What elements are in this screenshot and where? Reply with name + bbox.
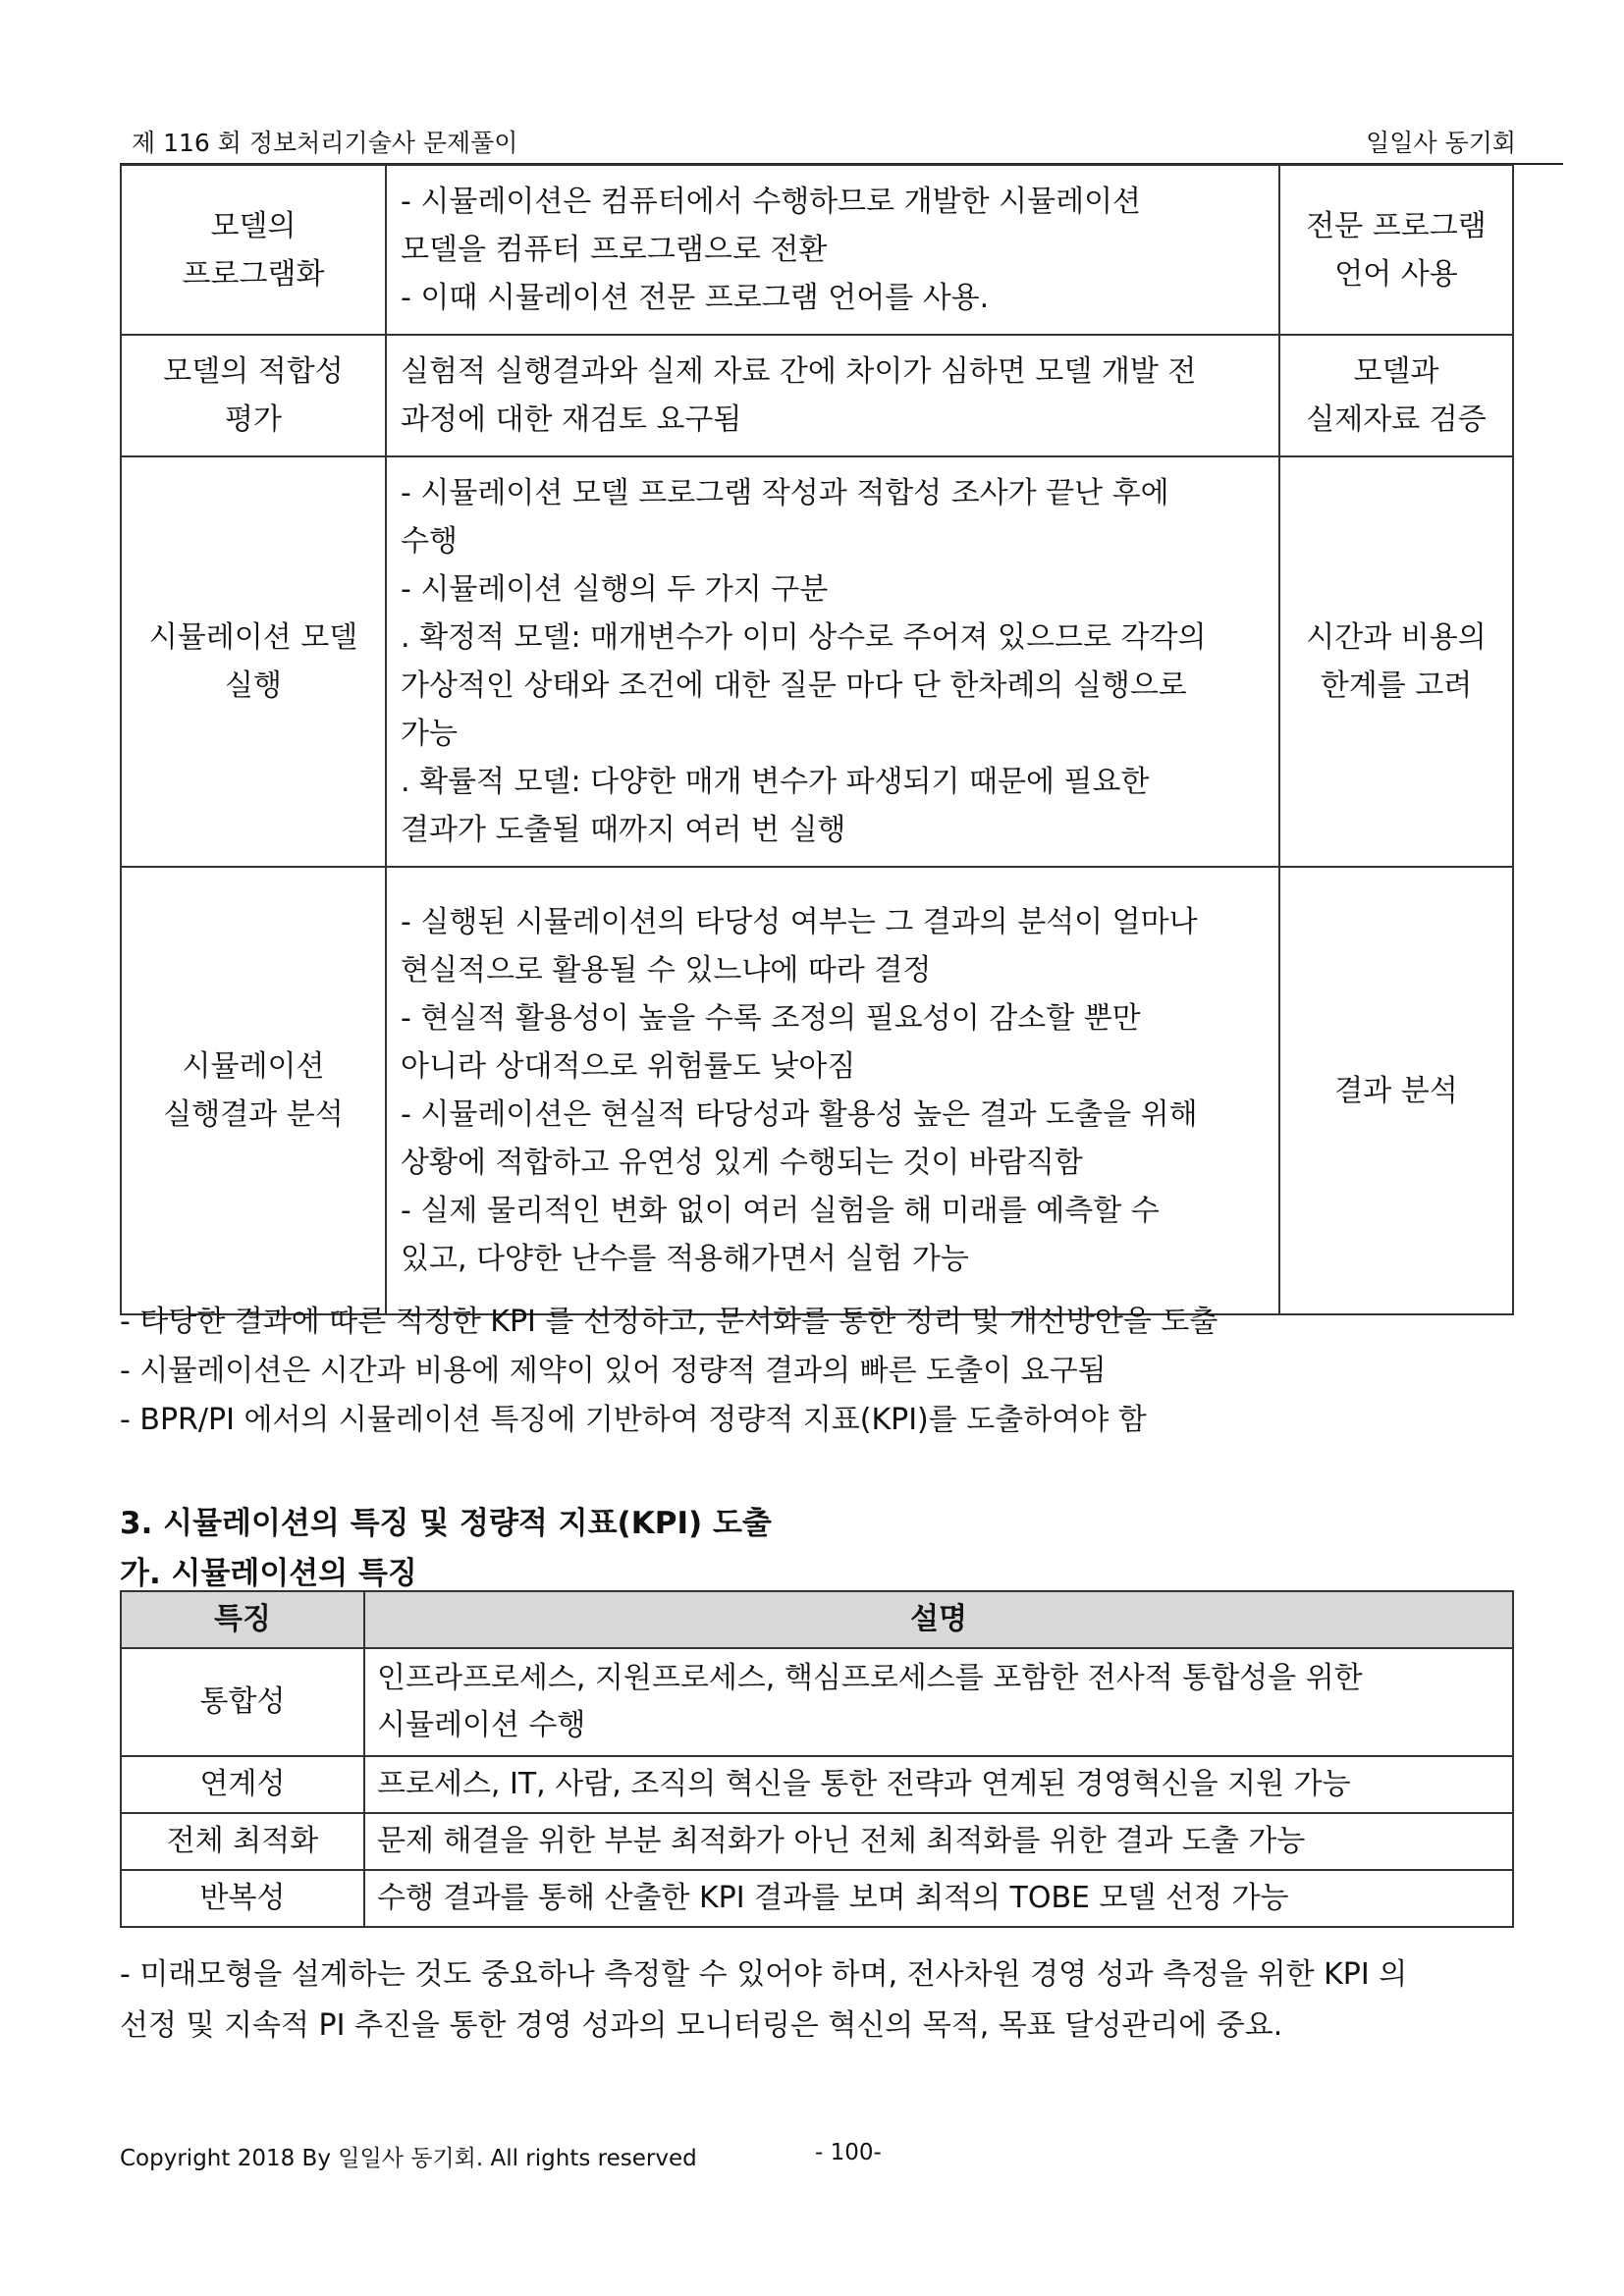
key-text: 언어 사용	[1334, 256, 1458, 292]
description-line: . 확정적 모델: 매개변수가 이미 상수로 주어져 있으므로 각각의	[401, 620, 1207, 655]
table-row	[121, 165, 1513, 335]
description-line: - 시뮬레이션은 컴퓨터에서 수행하므로 개발한 시뮬레이션	[401, 185, 1142, 219]
step-text: 모델의 적합성	[163, 354, 344, 389]
description-line: 프로세스, IT, 사람, 조직의 혁신을 통한 전략과 연계된 경영혁신을 지원 가능	[377, 1767, 1351, 1801]
description-line: 모델을 컴퓨터 프로그램으로 전환	[401, 233, 828, 267]
step-text: 프로그램화	[182, 256, 325, 292]
description-line: - 시뮬레이션 모델 프로그램 작성과 적합성 조사가 끝난 후에	[401, 476, 1169, 510]
description-line: 가상적인 상태와 조건에 대한 질문 마다 단 한차례의 실행으로	[401, 668, 1187, 703]
table-row	[121, 335, 1513, 456]
step-text: 실행	[225, 668, 282, 703]
description-line: 수행 결과를 통해 산출한 KPI 결과를 보며 최적의 TOBE 모델 선정 가능	[377, 1881, 1289, 1915]
step-cell	[121, 165, 386, 335]
page-number: - 100-	[815, 2140, 882, 2165]
key-cell	[1279, 456, 1513, 867]
step-text: 모델의	[210, 208, 297, 243]
key-text: 전문 프로그램	[1306, 208, 1487, 243]
description-line: 문제 해결을 위한 부분 최적화가 아닌 전체 최적화를 위한 결과 도출 가능	[377, 1824, 1306, 1858]
key-cell	[1279, 867, 1513, 1314]
column-header: 설명	[364, 1591, 1513, 1648]
section-subheading: 가. 시뮬레이션의 특징	[120, 1556, 417, 1591]
description-line: 상황에 적합하고 유연성 있게 수행되는 것이 바람직함	[401, 1146, 1083, 1180]
table-row	[121, 1870, 1513, 1927]
closing-notes	[120, 1949, 1534, 2052]
table-row	[121, 456, 1513, 867]
description-cell	[386, 335, 1279, 456]
key-text: 결과 분석	[1334, 1073, 1458, 1108]
description-line: 실험적 실행결과와 실제 자료 간에 차이가 심하면 모델 개발 전	[401, 354, 1197, 389]
table-row	[121, 1756, 1513, 1813]
step-text: 시뮬레이션 모델	[148, 620, 358, 655]
description-cell	[364, 1648, 1513, 1756]
description-cell	[364, 1870, 1513, 1927]
key-text: 한계를 고려	[1320, 668, 1473, 703]
description-line: 인프라프로세스, 지원프로세스, 핵심프로세스를 포함한 전사적 통합성을 위한	[377, 1661, 1363, 1695]
description-line: - 실행된 시뮬레이션의 타당성 여부는 그 결과의 분석이 얼마나	[401, 905, 1198, 939]
key-text: 모델과	[1353, 354, 1439, 389]
note-line: - 미래모형을 설계하는 것도 중요하나 측정할 수 있어야 하며, 전사차원 경영 성과 측정을 위한 KPI 의	[120, 1957, 1408, 1992]
description-line: 가능	[401, 717, 458, 751]
step-text: 평가	[225, 402, 282, 437]
key-cell	[1279, 165, 1513, 335]
key-text: 실제자료 검증	[1306, 402, 1487, 437]
description-line: 아니라 상대적으로 위험률도 낮아짐	[401, 1049, 856, 1084]
description-cell	[386, 165, 1279, 335]
note-line: 선정 및 지속적 PI 추진을 통한 경영 성과의 모니터링은 혁신의 목적, 목표 달성관리에 중요.	[120, 2008, 1283, 2043]
note-line: - 타당한 결과에 따른 적정한 KPI 를 선정하고, 문서화를 통한 정리 및 개선방안을 도출	[120, 1305, 1218, 1339]
description-cell	[386, 867, 1279, 1314]
table-row	[121, 867, 1513, 1314]
header-title: 제 116 회 정보처리기술사 문제풀이	[132, 129, 518, 157]
note-line: - BPR/PI 에서의 시뮬레이션 특징에 기반하여 정량적 지표(KPI)를 도출하여야 함	[120, 1403, 1147, 1437]
description-line: - 현실적 활용성이 높을 수록 조정의 필요성이 감소할 뿐만	[401, 1001, 1141, 1036]
header-author: 일일사 동기회	[1366, 129, 1516, 157]
description-cell	[386, 456, 1279, 867]
description-line: 있고, 다양한 난수를 적용해가면서 실험 가능	[401, 1242, 969, 1276]
feature-cell: 반복성	[121, 1870, 364, 1927]
feature-cell: 통합성	[121, 1648, 364, 1756]
simulation-steps-table	[120, 164, 1514, 1315]
description-line: - 시뮬레이션은 현실적 타당성과 활용성 높은 결과 도출을 위해	[401, 1097, 1198, 1132]
key-cell	[1279, 335, 1513, 456]
column-header: 특징	[121, 1591, 364, 1648]
description-line: 결과가 도출될 때까지 여러 번 실행	[401, 813, 846, 847]
copyright-footer: Copyright 2018 By 일일사 동기회. All rights reserved	[120, 2146, 697, 2171]
summary-notes	[120, 1298, 1534, 1445]
description-line: 현실적으로 활용될 수 있느냐에 따라 결정	[401, 953, 932, 988]
step-cell	[121, 456, 386, 867]
key-text: 시간과 비용의	[1306, 620, 1487, 655]
note-line: - 시뮬레이션은 시간과 비용에 제약이 있어 정량적 결과의 빠른 도출이 요구됨	[120, 1354, 1107, 1388]
features-table	[120, 1590, 1514, 1928]
description-line: - 이때 시뮬레이션 전문 프로그램 언어를 사용.	[401, 281, 990, 315]
description-cell	[364, 1813, 1513, 1870]
feature-cell: 연계성	[121, 1756, 364, 1813]
description-cell	[364, 1756, 1513, 1813]
step-cell	[121, 867, 386, 1314]
description-line: 과정에 대한 재검토 요구됨	[401, 402, 742, 437]
table-header-row	[121, 1591, 1513, 1648]
section-heading: 3. 시뮬레이션의 특징 및 정량적 지표(KPI) 도출	[120, 1506, 772, 1541]
description-line: . 확률적 모델: 다양한 매개 변수가 파생되기 때문에 필요한	[401, 765, 1150, 799]
step-text: 시뮬레이션	[182, 1049, 325, 1084]
description-line: - 실제 물리적인 변화 없이 여러 실험을 해 미래를 예측할 수	[401, 1194, 1160, 1228]
description-line: 시뮬레이션 수행	[377, 1708, 586, 1742]
page-header	[126, 122, 1516, 165]
table-row	[121, 1813, 1513, 1870]
description-line: 수행	[401, 524, 458, 559]
table-row	[121, 1648, 1513, 1756]
step-text: 실행결과 분석	[163, 1097, 344, 1132]
step-cell	[121, 335, 386, 456]
feature-cell: 전체 최적화	[121, 1813, 364, 1870]
description-line: - 시뮬레이션 실행의 두 가지 구분	[401, 572, 829, 607]
